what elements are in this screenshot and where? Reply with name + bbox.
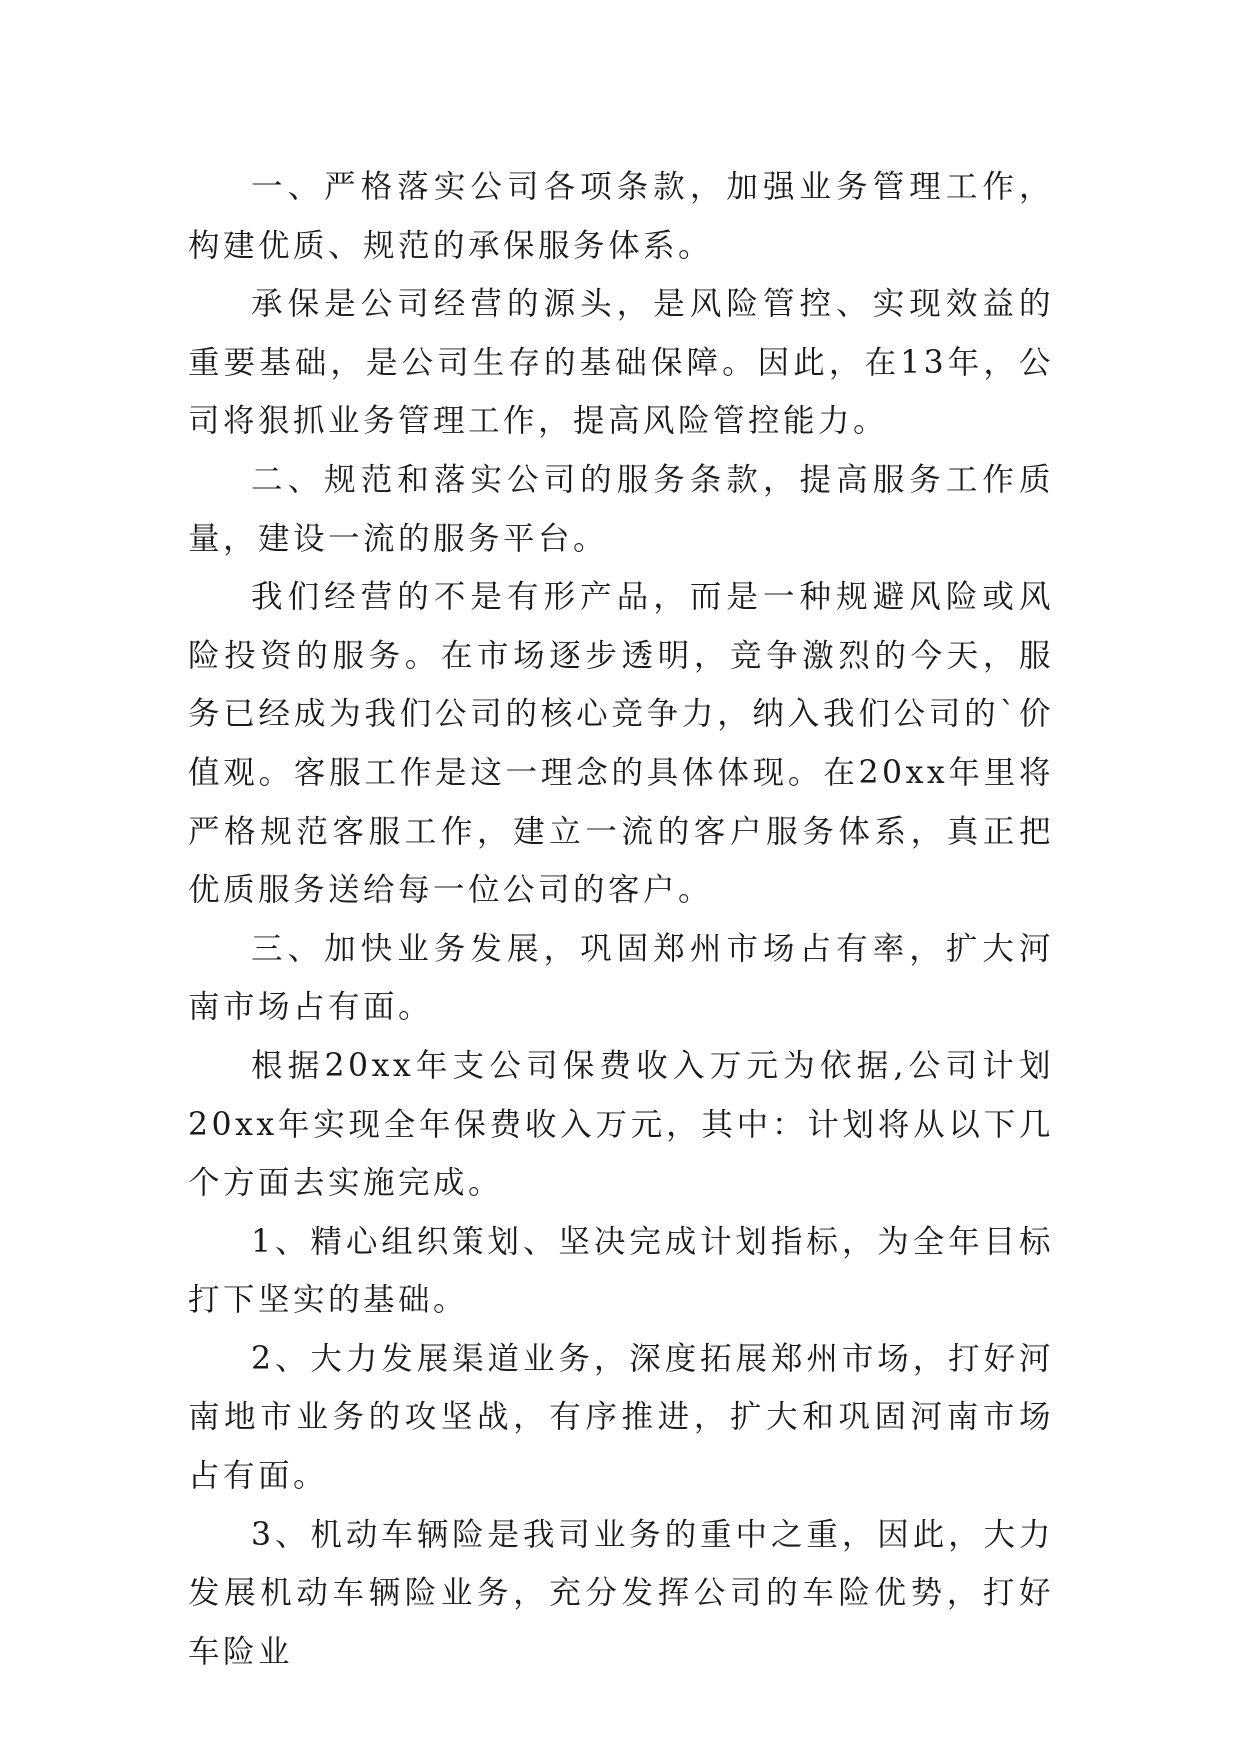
paragraph: 我们经营的不是有形产品，而是一种规避风险或风险投资的服务。在市场逐步透明，竞争激烈的今天，服务已经成为我们公司的核心竞争力，纳入我们公司的`价值观。客服工作是这一理念的具体体现。在20xx年里将严格规范客服工作，建立一流的客户服务体系，真正把优质服务送给每一位公司的客户。	[188, 579, 1054, 909]
section-heading-2: 二、规范和落实公司的服务条款，提高服务工作质量，建设一流的服务平台。	[188, 461, 1054, 557]
paragraph: 承保是公司经营的源头，是风险管控、实现效益的重要基础，是公司生存的基础保障。因此，在13年，公司将狠抓业务管理工作，提高风险管控能力。	[188, 286, 1054, 440]
section-heading-1: 一、严格落实公司各项条款，加强业务管理工作，构建优质、规范的承保服务体系。	[188, 169, 1054, 264]
section-heading-3: 三、加快业务发展，巩固郑州市场占有率，扩大河南市场占有面。	[188, 930, 1054, 1026]
paragraph: 根据20xx年支公司保费收入万元为依据,公司计划20xx年实现全年保费收入万元，其中：计划将从以下几个方面去实施完成。	[188, 1047, 1054, 1202]
document-body	[188, 158, 1054, 1681]
list-item: 3、机动车辆险是我司业务的重中之重，因此，大力发展机动车辆险业务，充分发挥公司的车险优势，打好车险业	[188, 1516, 1054, 1670]
list-item: 2、大力发展渠道业务，深度拓展郑州市场，打好河南地市业务的攻坚战，有序推进，扩大和巩固河南市场占有面。	[188, 1340, 1054, 1495]
list-item: 1、精心组织策划、坚决完成计划指标，为全年目标打下坚实的基础。	[188, 1223, 1054, 1319]
